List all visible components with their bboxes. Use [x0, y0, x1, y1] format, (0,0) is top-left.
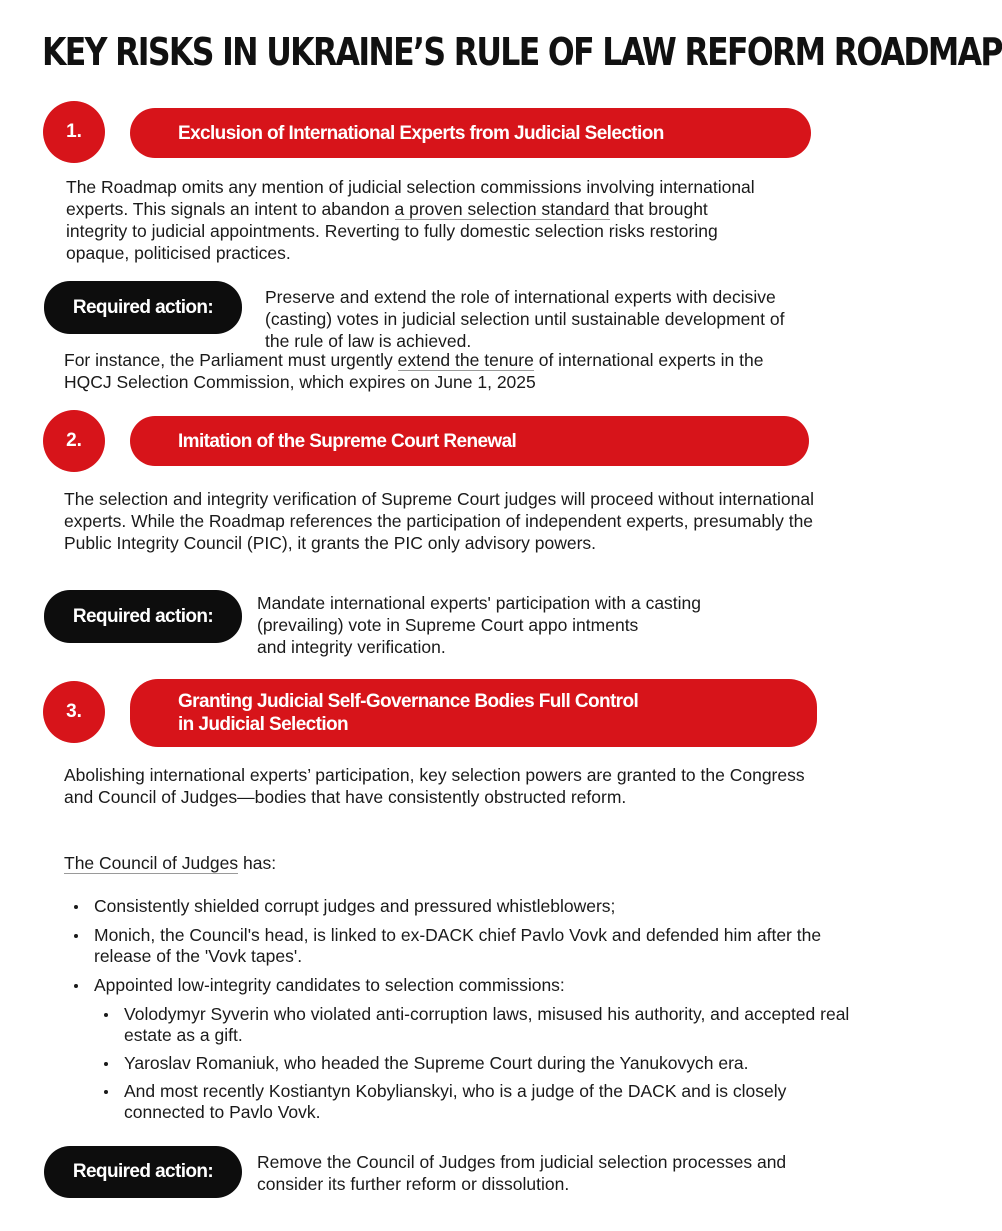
section-body: The Roadmap omits any mention of judicial selection commissions involving international experts. This signals an intent to abandon a proven selection standard that brought integrity to judicial appointments. Reverting to fully domestic selection risks restoring opaque, politicised practices.: [66, 177, 755, 263]
required-action-label: Required action:: [72, 605, 214, 627]
section-number: 3.: [66, 701, 82, 722]
page-title: KEY RISKS IN UKRAINE’S RULE OF LAW REFORM ROADMAP: [42, 30, 1002, 74]
sub-list-item: Volodymyr Syverin who violated anti-corruption laws, misused his authority, and accepted real estate as a gift.: [64, 1004, 854, 1046]
required-action-text: Remove the Council of Judges from judicial selection processes and consider its further reform or dissolution.: [257, 1152, 787, 1194]
required-action-text: Mandate international experts' participation with a casting (prevailing) vote in Supreme Court appo intments and integrity verification.: [257, 593, 702, 657]
section-heading: Imitation of the Supreme Court Renewal: [178, 430, 517, 452]
list-item: Appointed low-integrity candidates to selection commissions:: [64, 975, 854, 996]
required-action-text: Preserve and extend the role of international experts with decisive (casting) votes in judicial selection until sustainable development of the rule of law is achieved.: [265, 287, 785, 351]
required-action-pill: [44, 590, 242, 643]
required-action-pill: [44, 1146, 242, 1198]
section-heading-banner: [130, 679, 817, 747]
section-number-badge: [43, 681, 105, 743]
section-body: Abolishing international experts’ participation, key selection powers are granted to the Congress and Council of Judges—bodies that have consistently obstructed reform.: [64, 765, 805, 807]
bullet-list: [64, 896, 854, 1130]
required-action-pill: [44, 281, 242, 334]
section-heading-banner: [130, 108, 811, 158]
sub-list-item: And most recently Kostiantyn Kobylianskyi, who is a judge of the DACK and is closely connected to Pavlo Vovk.: [64, 1081, 854, 1123]
section-heading-line: Granting Judicial Self-Governance Bodies Full Control: [178, 691, 639, 712]
list-item: Consistently shielded corrupt judges and pressured whistleblowers;: [64, 896, 854, 917]
section-number: 1.: [66, 121, 82, 142]
section-number: 2.: [66, 430, 82, 451]
council-intro: The Council of Judges has:: [64, 853, 277, 873]
sub-list-item: Yaroslav Romaniuk, who headed the Supreme Court during the Yanukovych era.: [64, 1053, 854, 1074]
section-followup: For instance, the Parliament must urgently extend the tenure of international experts in the HQCJ Selection Commission, which expires on June 1, 2025: [64, 350, 764, 392]
section-number-badge: [43, 410, 105, 472]
section-heading-line: in Judicial Selection: [178, 714, 349, 735]
required-action-label: Required action:: [72, 296, 214, 318]
required-action-label: Required action:: [72, 1161, 214, 1182]
inline-link[interactable]: a proven selection standard: [394, 199, 610, 219]
section-heading-banner: [130, 416, 809, 466]
inline-link[interactable]: The Council of Judges: [64, 853, 239, 873]
section-heading: Exclusion of International Experts from Judicial Selection: [178, 122, 664, 144]
section-body: The selection and integrity verification of Supreme Court judges will proceed without international experts. While the Roadmap references the participation of independent experts, presumably the Public Integrity Council (PIC), it grants the PIC only advisory powers.: [64, 489, 814, 553]
section-number-badge: [43, 101, 105, 163]
inline-link[interactable]: extend the tenure: [397, 350, 534, 370]
list-item: Monich, the Council's head, is linked to ex-DACK chief Pavlo Vovk and defended him after the release of the 'Vovk tapes'.: [64, 925, 854, 967]
